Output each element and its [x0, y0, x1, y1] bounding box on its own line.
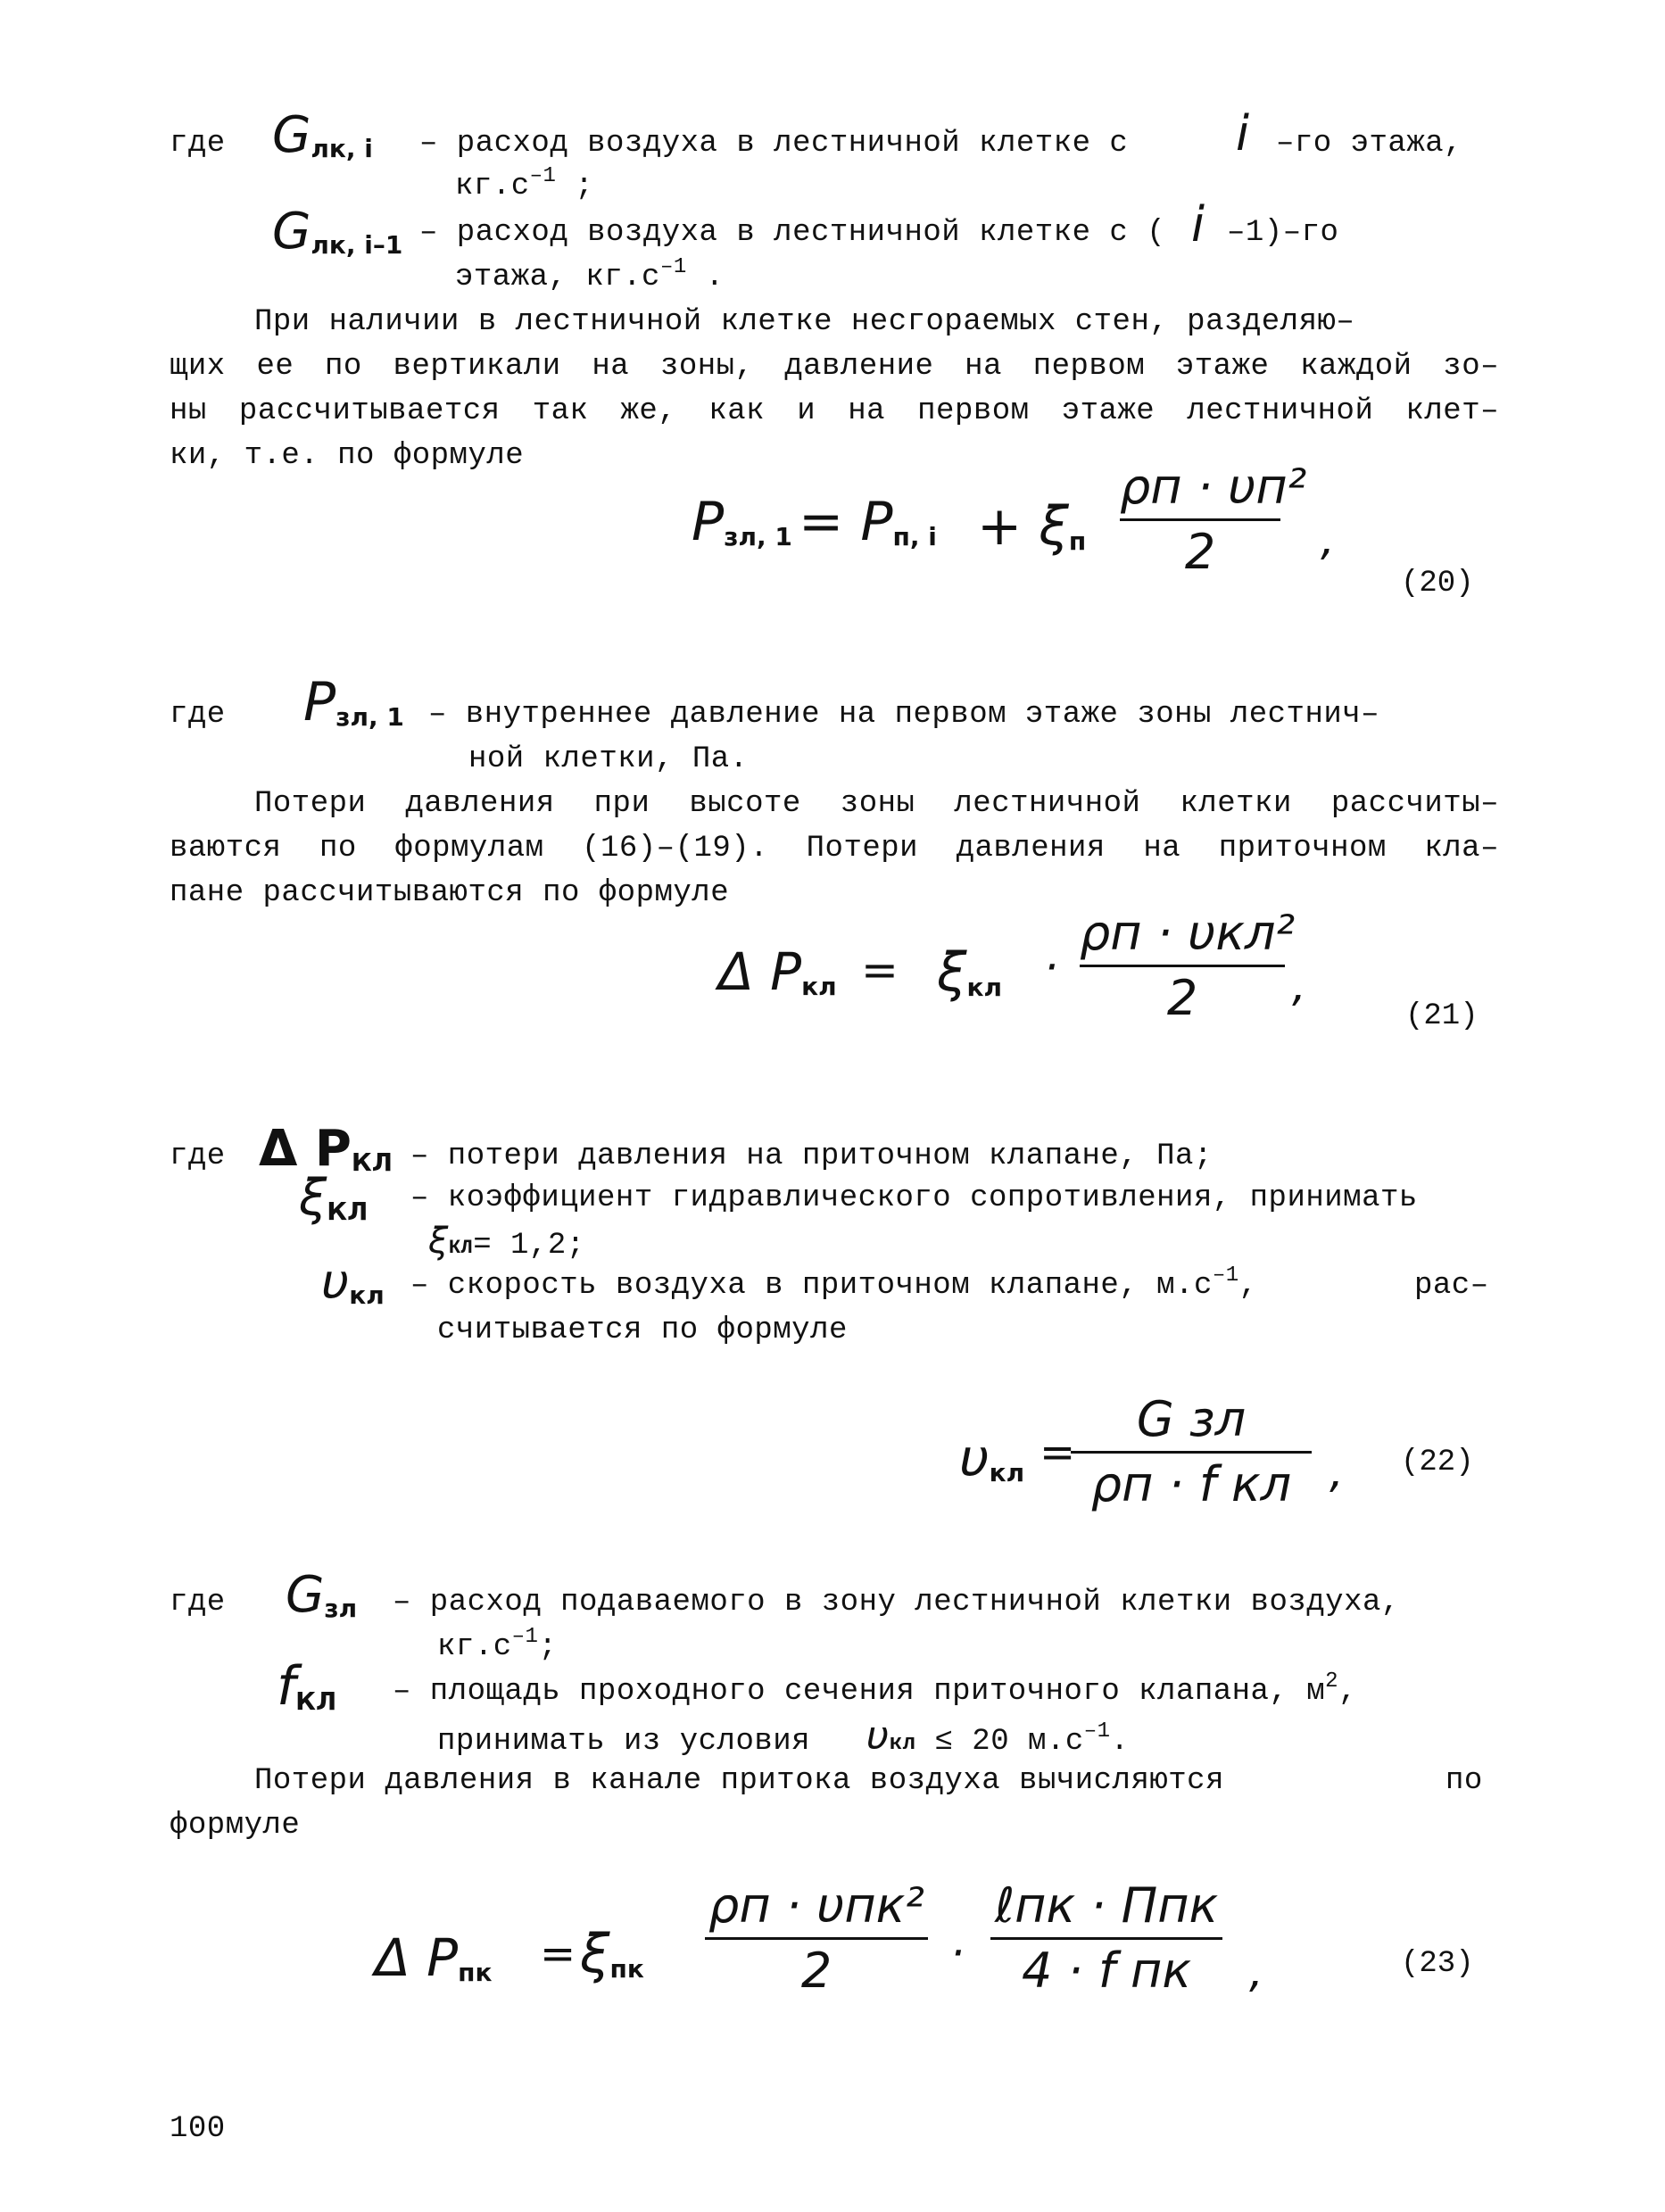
def-g-lk-i-text: – расход воздуха в лестничной клетке с: [419, 127, 1129, 161]
def-p-zl-1-line2: ной клетки, Па.: [468, 742, 749, 776]
para2-line2: ваются по формулам (16)–(19). Потери давления на приточном кла–: [170, 832, 1499, 866]
para3-line1-end: по: [1445, 1764, 1483, 1798]
eq22-fraction: [1071, 1392, 1312, 1512]
eq22-equals: =: [1040, 1428, 1076, 1478]
para1-line3: ны рассчитывается так же, как и на первом этаже лестничной клет–: [170, 394, 1499, 428]
eq21-equals: =: [861, 944, 899, 996]
eq21-comma: ,: [1292, 959, 1306, 1011]
eq22-comma: ,: [1330, 1446, 1344, 1497]
eq23-xi: $\xi_{пк}$: [580, 1923, 644, 1985]
eq23-denominator-2: 4 · f пк: [1022, 1943, 1191, 1999]
eq22-lhs: $\upsilon_{кл}$: [959, 1428, 1025, 1488]
eq20-numerator: ρп · υп²: [1120, 459, 1307, 515]
symbol-p-zl-1: $P_{зл, 1}$: [303, 671, 404, 733]
eq20-xi: + $\xi_п$: [977, 495, 1087, 558]
def-v-kl-line2: считывается по формуле: [437, 1313, 848, 1347]
eq23-equals: =: [540, 1929, 576, 1979]
eq23-number: (23): [1401, 1947, 1474, 1981]
eq23-denominator-1: 2: [800, 1943, 832, 1999]
symbol-g-lk-i-1: $G_{лк, i-1}$: [272, 203, 403, 261]
unit-kg-s-2: этажа, $кг.с^{-1}$ .: [455, 255, 725, 294]
def-xi-kl-text: – коэффициент гидравлического сопротивления, принимать: [410, 1181, 1418, 1215]
eq23-lhs: Δ $P_{пк}$: [375, 1927, 493, 1988]
def-g-zl-text: – расход подаваемого в зону лестничной клетки воздуха,: [393, 1586, 1400, 1620]
page-number: 100: [170, 2112, 226, 2146]
symbol-delta-p-kl: Δ $P_{КЛ}$: [259, 1120, 393, 1178]
eq20-comma: ,: [1321, 513, 1335, 565]
where-label-2: где: [170, 698, 226, 732]
para3-line2: формуле: [170, 1809, 301, 1843]
where-label-1: где: [170, 127, 226, 161]
eq22-fraction-bar: [1071, 1451, 1312, 1454]
eq20-lhs: $P_{зл, 1}$: [692, 491, 792, 553]
symbol-g-lk-i: $G_{лк, i}$: [272, 106, 373, 164]
symbol-xi-kl: $\xi_{КЛ}$: [299, 1169, 369, 1227]
def-f-kl-text: – площадь проходного сечения приточного клапана, $м^2$,: [393, 1669, 1357, 1709]
eq22-number: (22): [1401, 1446, 1474, 1479]
unit-kg-s-1: $кг.с^{-1}$ ;: [455, 164, 594, 203]
eq20-p-n-i: = $P_{п, i}$: [799, 491, 937, 553]
def-delta-p-kl-text: – потери давления на приточном клапане, Па;: [410, 1139, 1213, 1173]
symbol-v-kl: $\upsilon_{кл}$: [321, 1254, 385, 1310]
eq21-numerator: ρп · υкл²: [1080, 905, 1296, 961]
eq21-lhs: Δ $P_{кл}$: [718, 941, 837, 1002]
symbol-g-zl: $G_{зл}$: [286, 1566, 358, 1624]
eq22-numerator: G зл: [1136, 1391, 1247, 1447]
def-v-kl-hyphen: рас–: [1414, 1269, 1489, 1303]
eq20-denominator: 2: [1184, 524, 1216, 580]
para1-line2: щих ее по вертикали на зоны, давление на первом этаже каждой зо–: [170, 350, 1499, 384]
para1-line1: При наличии в лестничной клетке несгораемых стен, разделяю–: [254, 305, 1355, 339]
eq21-fraction: [1080, 905, 1296, 1026]
def-f-kl-condition: принимать из условия υкл ≤ 20 $м.с^{-1}$.: [437, 1713, 1130, 1759]
eq20-fraction: [1120, 459, 1307, 580]
eq21-denominator: 2: [1166, 970, 1198, 1026]
eq21-number: (21): [1405, 999, 1479, 1033]
def-v-kl-text: – скорость воздуха в приточном клапане, $м.с^{-1}$,: [410, 1263, 1258, 1303]
eq23-dot: ·: [950, 1927, 965, 1979]
eq23-numerator-2: ℓпк · Ппк: [994, 1877, 1219, 1934]
var-i: i: [1236, 105, 1250, 162]
eq23-fraction-bar-2: [990, 1937, 1222, 1940]
eq23-fraction-bar-1: [705, 1937, 928, 1940]
eq21-xi: $\xi_{кл}$: [937, 941, 1002, 1004]
eq21-fraction-bar: [1080, 965, 1285, 967]
eq22-denominator: ρп · f кл: [1090, 1456, 1292, 1512]
def-xi-kl-value: ξКЛ= 1,2;: [428, 1221, 585, 1263]
def-g-lk-i-1-floor: –1)–го: [1227, 216, 1339, 250]
para2-line1: Потери давления при высоте зоны лестничной клетки рассчиты–: [254, 787, 1499, 821]
where-label-4: где: [170, 1586, 226, 1620]
para2-line3: пане рассчитываются по формуле: [170, 876, 730, 910]
def-g-lk-i-floor: –го этажа,: [1276, 127, 1463, 161]
eq23-comma: ,: [1249, 1945, 1263, 1997]
def-g-lk-i-1-text: – расход воздуха в лестничной клетке с (: [419, 216, 1166, 250]
def-g-zl-unit: $кг.с^{-1}$;: [437, 1625, 558, 1664]
eq21-dot: ·: [1044, 941, 1058, 993]
var-i-2: i: [1191, 196, 1205, 253]
eq20-fraction-bar: [1120, 518, 1280, 521]
def-p-zl-1-line1: – внутреннее давление на первом этаже зоны лестнич–: [428, 698, 1380, 732]
eq23-numerator-1: ρп · υпк²: [708, 1877, 924, 1934]
where-label-3: где: [170, 1139, 226, 1173]
symbol-f-kl: $f_{КЛ}$: [277, 1655, 337, 1718]
eq23-fraction-2: [990, 1878, 1222, 1999]
para3-line1: Потери давления в канале притока воздуха вычисляются: [254, 1764, 1224, 1798]
para1-line4: ки, т.е. по формуле: [170, 439, 525, 473]
eq20-number: (20): [1401, 567, 1474, 601]
eq23-fraction-1: [705, 1878, 928, 1999]
